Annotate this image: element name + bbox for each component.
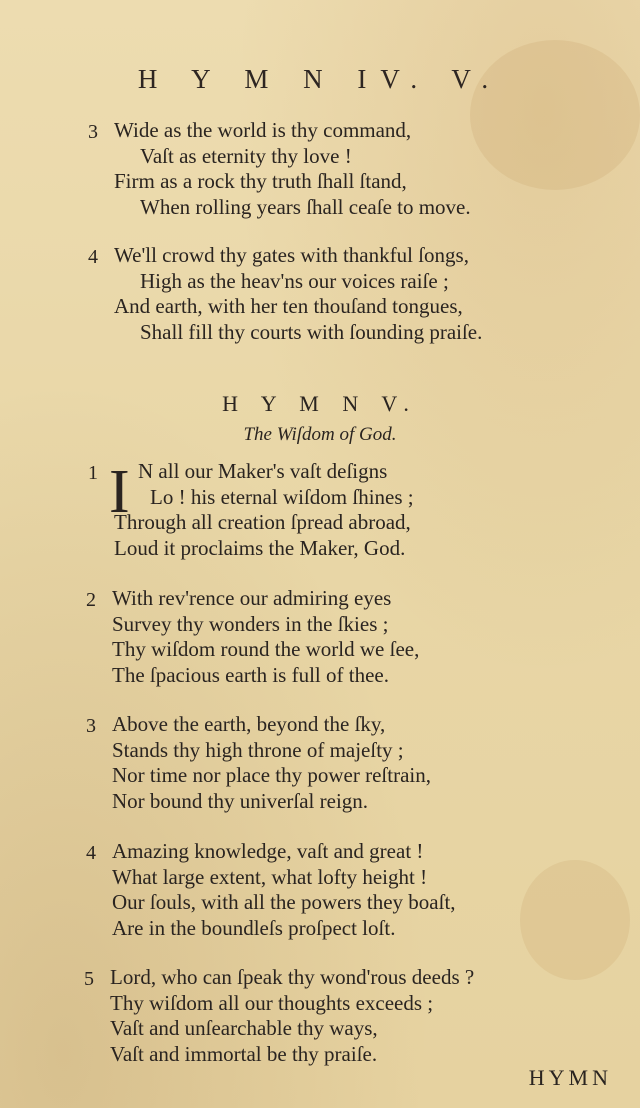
verse-line: Above the earth, beyond the ſky, [112, 712, 386, 736]
stanza-hymn5-1 [88, 459, 414, 561]
stanza-number: 4 [88, 246, 98, 268]
verse-line: Our ſouls, with all the powers they boaſt, [112, 890, 456, 914]
stanza-number: 2 [86, 589, 96, 611]
verse-line: Amazing knowledge, vaſt and great ! [112, 839, 424, 863]
verse-line: Through all creation ſpread abroad, [114, 510, 411, 534]
stanza-hymn5-5 [84, 965, 475, 1067]
verse-line: What large extent, what lofty height ! [112, 864, 428, 889]
verse-line: The ſpacious earth is full of thee. [112, 662, 389, 687]
stanza-hymn5-3 [86, 712, 431, 814]
verse-line: Nor time nor place thy power reſtrain, [112, 763, 431, 787]
verse-line: Lo ! his eternal wiſdom ſhines ; [150, 484, 414, 509]
verse-line: With rev'rence our admiring eyes [112, 586, 392, 610]
verse-line: High as the heav'ns our voices raiſe ; [140, 268, 449, 293]
stanza-hymn4-4 [88, 243, 483, 345]
verse-line: And earth, with her ten thouſand tongues, [114, 294, 463, 318]
foxing-stain [470, 40, 640, 190]
running-head: H Y M N IV. V. [137, 64, 503, 94]
verse-line: Vaſt and immortal be thy praiſe. [110, 1041, 378, 1066]
stanza-number: 5 [84, 968, 94, 990]
verse-line: Wide as the world is thy command, [114, 118, 412, 142]
verse-line: Nor bound thy univerſal reign. [112, 788, 369, 813]
verse-line: Shall fill thy courts with ſounding praiſe. [140, 319, 483, 344]
verse-line: We'll crowd thy gates with thankful ſongs, [114, 243, 469, 267]
verse-line: Vaſt as eternity thy love ! [140, 143, 352, 168]
verse-line: Thy wiſdom round the world we ſee, [112, 637, 420, 661]
stanza-number: 3 [88, 121, 98, 143]
hymn-subtitle: The Wiſdom of God. [243, 424, 397, 445]
stanza-number: 3 [86, 715, 96, 737]
verse-line: Are in the boundleſs proſpect loſt. [112, 915, 396, 940]
stanza-hymn5-4 [86, 839, 456, 941]
stanza-hymn4-3 [88, 118, 471, 220]
verse-line: Survey thy wonders in the ſkies ; [112, 611, 389, 636]
stanza-number: 4 [86, 842, 96, 864]
verse-line: N all our Maker's vaſt deſigns [138, 459, 388, 483]
drop-cap: I [109, 458, 130, 526]
verse-line: Vaſt and unſearchable thy ways, [110, 1016, 378, 1040]
verse-line: Stands thy high throne of majeſty ; [112, 737, 404, 762]
verse-line: Lord, who can ſpeak thy wond'rous deeds ? [110, 965, 475, 989]
catchword: HYMN [528, 1065, 612, 1090]
verse-line: Thy wiſdom all our thoughts exceeds ; [110, 990, 434, 1015]
hymn-title: H Y M N V. [222, 391, 418, 416]
verse-line: Firm as a rock thy truth ſhall ſtand, [114, 169, 407, 193]
stanza-hymn5-2 [86, 586, 420, 688]
verse-line: Loud it proclaims the Maker, God. [114, 535, 406, 560]
foxing-stain [520, 860, 630, 980]
stanza-number: 1 [88, 462, 98, 484]
verse-line: When rolling years ſhall ceaſe to move. [140, 194, 471, 219]
